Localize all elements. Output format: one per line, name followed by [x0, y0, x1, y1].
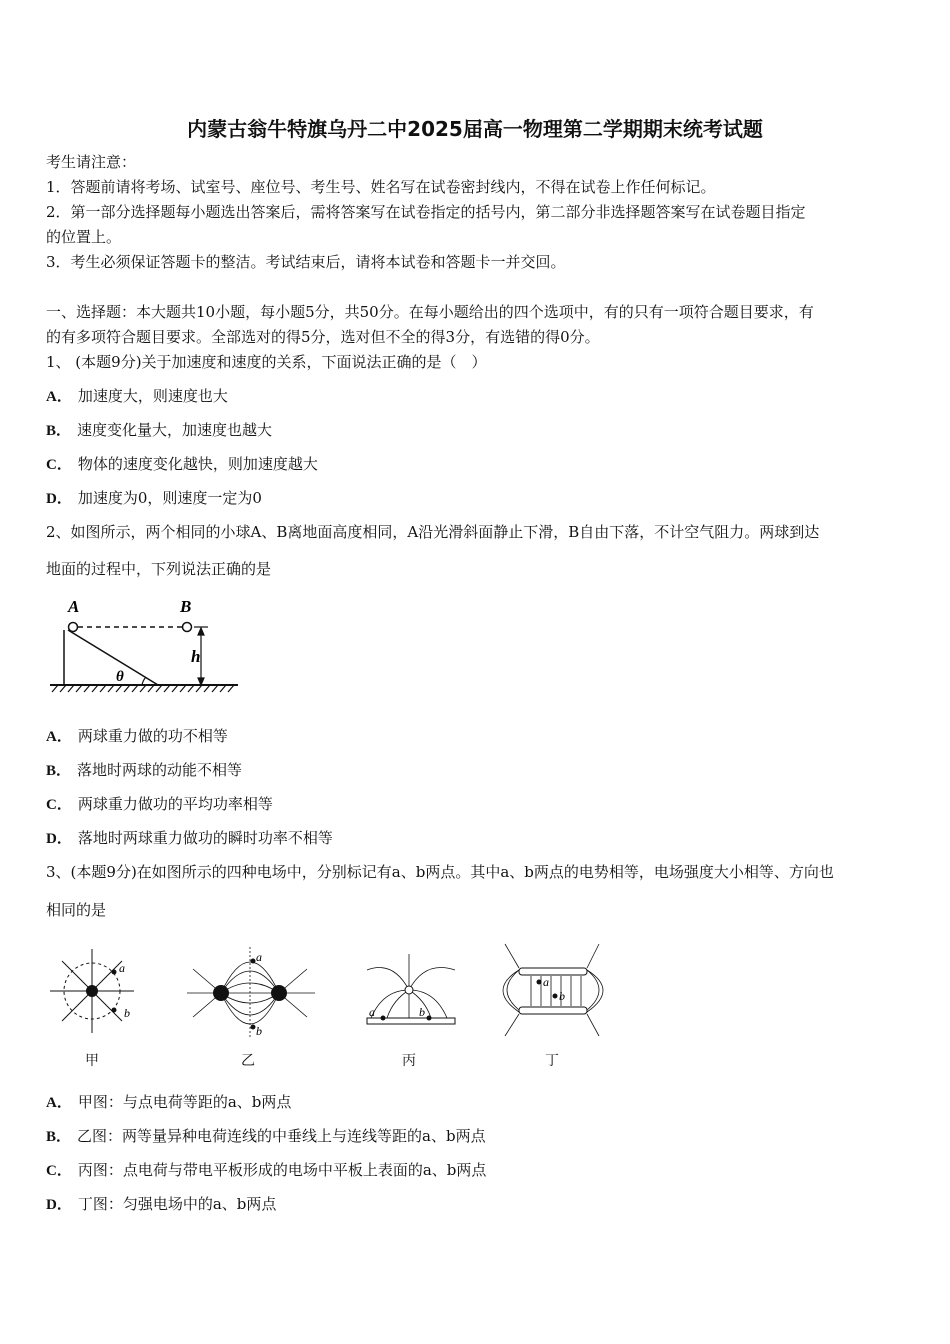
field-figure-bing [363, 950, 463, 1040]
question-2-stem: 地面的过程中，下列说法正确的是 [46, 560, 272, 578]
option-key: C． [46, 457, 72, 473]
section-instruction: 一、选择题：本大题共10小题，每小题5分，共50分。在每小题给出的四个选项中，有的只有一项符合题目要求，有 [46, 303, 814, 321]
field-figure-yi [183, 945, 318, 1045]
option-text: 甲图：与点电荷等距的a、b两点 [77, 1093, 292, 1111]
question-3-option-a[interactable] [46, 1092, 291, 1113]
question-3-option-c[interactable] [46, 1160, 486, 1181]
section-instruction: 的有多项符合题目要求。全部选对的得5分，选对但不全的得3分，有选错的得0分。 [46, 328, 600, 346]
notice-item: 的位置上。 [46, 228, 122, 246]
option-text: 落地时两球重力做功的瞬时功率不相等 [77, 829, 333, 847]
question-1-option-a[interactable] [46, 386, 228, 407]
question-2-stem: 2、如图所示，两个相同的小球A、B离地面高度相同，A沿光滑斜面静止下滑，B自由下落，不计空气阻力。两球到达 [46, 523, 820, 541]
question-3-option-b[interactable] [46, 1126, 486, 1147]
option-key: A． [46, 729, 72, 745]
question-1-stem: 1、 (本题9分)关于加速度和速度的关系，下面说法正确的是（ ） [46, 353, 487, 371]
notice-item: 3．考生必须保证答题卡的整洁。考试结束后，请将本试卷和答题卡一并交回。 [46, 253, 566, 271]
option-key: B． [46, 423, 72, 439]
point-a-label: a [119, 961, 125, 975]
option-text: 加速度大，则速度也大 [77, 387, 228, 405]
option-key: D． [46, 831, 72, 847]
option-key: A． [46, 389, 72, 405]
label-b: B [180, 597, 192, 616]
option-key: D． [46, 491, 72, 507]
notice-item: 1．答题前请将考场、试室号、座位号、考生号、姓名写在试卷密封线内，不得在试卷上作任何标记。 [46, 178, 716, 196]
option-key: C． [46, 1163, 72, 1179]
point-b-label: b [124, 1006, 130, 1020]
label-h: h [191, 647, 201, 666]
point-a-label: a [256, 950, 262, 964]
question-1-option-c[interactable] [46, 454, 318, 475]
figure-caption: 丁 [545, 1053, 559, 1069]
option-key: A． [46, 1095, 72, 1111]
angle-arc [142, 677, 146, 685]
question-1-option-b[interactable] [46, 420, 272, 441]
option-text: 物体的速度变化越快，则加速度越大 [77, 455, 318, 473]
incline [64, 630, 158, 685]
point-b-label: b [559, 989, 565, 1003]
incline-figure [46, 592, 246, 700]
question-3-option-d[interactable] [46, 1194, 276, 1215]
option-text: 落地时两球的动能不相等 [77, 761, 243, 779]
point-b-label: b [256, 1024, 262, 1038]
field-figure-ding [495, 940, 610, 1040]
question-1-option-d[interactable] [46, 488, 262, 509]
option-key: C． [46, 797, 72, 813]
notice-item: 2．第一部分选择题每小题选出答案后，需将答案写在试卷指定的括号内，第二部分非选择题答案写在试卷题目指定 [46, 203, 806, 221]
option-text: 两球重力做功的平均功率相等 [77, 795, 273, 813]
option-text: 乙图：两等量异种电荷连线的中垂线上与连线等距的a、b两点 [77, 1127, 486, 1145]
page-title: 内蒙古翁牛特旗乌丹二中2025届高一物理第二学期期末统考试题 [187, 117, 763, 141]
question-3-stem: 相同的是 [46, 901, 107, 919]
field-figure-jia [46, 945, 141, 1040]
question-2-option-a[interactable] [46, 726, 228, 747]
option-key: B． [46, 763, 72, 779]
label-a: A [68, 597, 80, 616]
option-text: 丁图：匀强电场中的a、b两点 [77, 1195, 277, 1213]
point-a-label: a [369, 1005, 375, 1019]
question-3-stem: 3、(本题9分)在如图所示的四种电场中，分别标记有a、b两点。其中a、b两点的电势相等，电场强度大小相等、方向也 [46, 863, 834, 881]
option-text: 速度变化量大，加速度也越大 [77, 421, 273, 439]
option-text: 两球重力做的功不相等 [77, 727, 228, 745]
question-2-option-b[interactable] [46, 760, 242, 781]
figure-caption: 乙 [241, 1053, 255, 1069]
label-theta: θ [116, 669, 124, 685]
figure-caption: 甲 [85, 1053, 99, 1069]
point-b-label: b [419, 1005, 425, 1019]
option-key: D． [46, 1197, 72, 1213]
question-2-option-c[interactable] [46, 794, 273, 815]
point-a-label: a [543, 975, 549, 989]
notice-heading: 考生请注意： [46, 153, 137, 171]
ball-b [183, 623, 192, 632]
ground-hatching [50, 685, 238, 692]
question-2-option-d[interactable] [46, 828, 333, 849]
option-text: 加速度为0，则速度一定为0 [77, 489, 262, 507]
option-key: B． [46, 1129, 72, 1145]
ball-a [69, 623, 78, 632]
figure-caption: 丙 [402, 1053, 416, 1069]
option-text: 丙图：点电荷与带电平板形成的电场中平板上表面的a、b两点 [77, 1161, 487, 1179]
